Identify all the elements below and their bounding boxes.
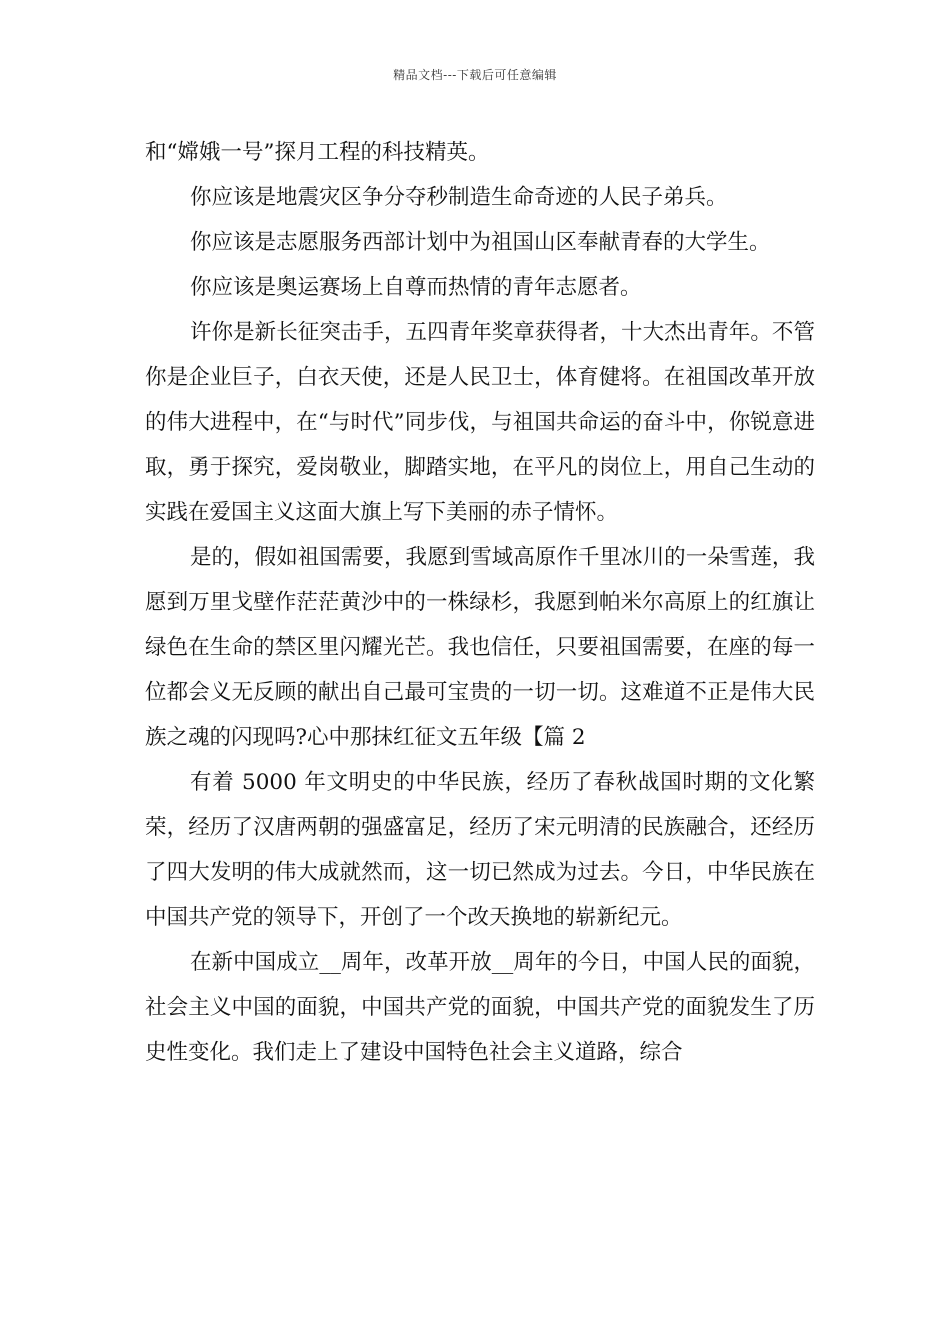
page-header: 精品文档---下载后可任意编辑 <box>393 68 557 82</box>
document-body <box>145 130 815 1075</box>
paragraph-west-volunteers: 你应该是志愿服务西部计划中为祖国山区奉献青春的大学生。 <box>190 230 771 255</box>
paragraph-earthquake-soldiers: 你应该是地震灾区争分夺秒制造生命奇迹的人民子弟兵。 <box>190 185 728 210</box>
paragraph-continuation: 和“嫦娥一号”探月工程的科技精英。 <box>145 140 490 165</box>
paragraph-new-china: 在新中国成立__周年，改革开放__周年的今日，中国人民的面貌，社会主义中国的面貌，中国共产党的面貌，中国共产党的面貌发生了历史性变化。我们走上了建设中国特色社会主义道路，综合 <box>145 950 815 1065</box>
paragraph-chinese-civilization: 有着 5000 年文明史的中华民族，经历了春秋战国时期的文化繁荣，经历了汉唐两朝的强盛富足，经历了宋元明清的民族融合，还经历了四大发明的伟大成就然而，这一切已然成为过去。今日，中华民族在中国共产党的领导下，开创了一个改天换地的崭新纪元。 <box>145 770 815 930</box>
paragraph-olympic-volunteers: 你应该是奥运赛场上自尊而热情的青年志愿者。 <box>190 275 642 300</box>
paragraph-youth-pioneers: 许你是新长征突击手，五四青年奖章获得者，十大杰出青年。不管你是企业巨子，白衣天使，还是人民卫士，体育健将。在祖国改革开放的伟大进程中，在“与时代”同步伐，与祖国共命运的奋斗中，你锐意进取，勇于探究，爱岗敬业，脚踏实地，在平凡的岗位上，用自己生动的实践在爱国主义这面大旗上写下美丽的赤子情怀。 <box>145 320 815 525</box>
paragraph-motherland-needs: 是的，假如祖国需要，我愿到雪域高原作千里冰川的一朵雪莲，我愿到万里戈壁作茫茫黄沙中的一株绿杉，我愿到帕米尔高原上的红旗让绿色在生命的禁区里闪耀光芒。我也信任，只要祖国需要，在座的每一位都会义无反顾的献出自己最可宝贵的一切一切。这难道不正是伟大民族之魂的闪现吗?心中那抹红征文五年级【篇 2 <box>145 545 815 750</box>
